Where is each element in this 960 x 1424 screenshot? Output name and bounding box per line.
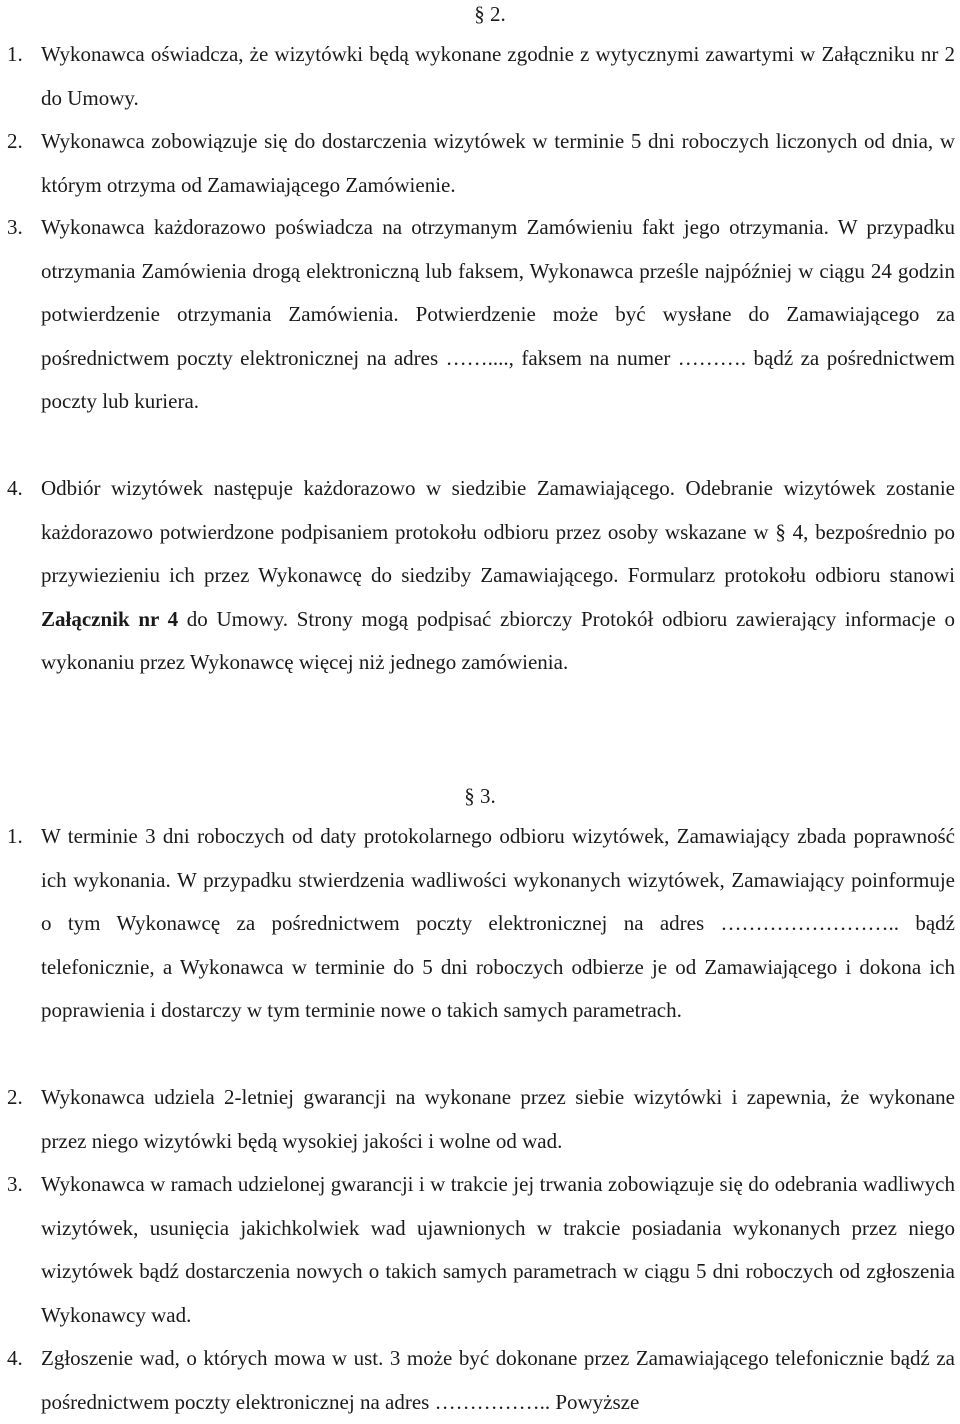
item-number: 2. xyxy=(7,129,23,153)
item-number: 1. xyxy=(7,42,23,66)
item-number: 3. xyxy=(7,1172,23,1196)
item-text xyxy=(41,467,955,685)
item-text: Wykonawca w ramach udzielonej gwarancji i w trakcie jej trwania zobowiązuje się do odebrania wadliwych wizytówek, usunięcia jakichkolwiek wad ujawnionych w trakcie posiadania wykonanych przez niego wizytówek bądź dostarczenia nowych o takich samych parametrach w ciągu 5 dni roboczych od zgłoszenia Wykonawcy wad. xyxy=(41,1172,955,1327)
item-number: 3. xyxy=(7,215,23,239)
item-text: Wykonawca udziela 2-letniej gwarancji na wykonane przez siebie wizytówki i zapewnia, że wykonane przez niego wizytówki będą wysokiej jakości i wolne od wad. xyxy=(41,1085,955,1153)
item-number: 4. xyxy=(7,476,23,500)
item-number: 2. xyxy=(7,1085,23,1109)
section-3-heading: § 3. xyxy=(464,784,496,808)
item-number: 4. xyxy=(7,1346,23,1370)
item-text: W terminie 3 dni roboczych od daty protokolarnego odbioru wizytówek, Zamawiający zbada poprawność ich wykonania. W przypadku stwierdzenia wadliwości wykonanych wizytówek, Zamawiający poinformuje o tym Wykonawcę za pośrednictwem poczty elektronicznej na adres …………………….. bądź telefonicznie, a Wykonawca w terminie do 5 dni roboczych odbierze je od Zamawiającego i dokona ich poprawienia i dostarczy w tym terminie nowe o takich samych parametrach. xyxy=(41,824,955,1022)
item-text: Zgłoszenie wad, o których mowa w ust. 3 może być dokonane przez Zamawiającego telefonicznie bądź za pośrednictwem poczty elektronicznej na adres …………….. Powyższe xyxy=(41,1346,955,1414)
section-3-item-1 xyxy=(0,815,955,1033)
section-3-item-3 xyxy=(0,1163,955,1337)
section-3-item-4 xyxy=(0,1337,955,1424)
item-text: Wykonawca zobowiązuje się do dostarczenia wizytówek w terminie 5 dni roboczych liczonych od dnia, w którym otrzyma od Zamawiającego Zamówienie. xyxy=(41,129,955,197)
attachment-reference: Załącznik nr 4 xyxy=(41,606,179,631)
section-2-item-3 xyxy=(0,206,955,424)
item-text: Wykonawca każdorazowo poświadcza na otrzymanym Zamówieniu fakt jego otrzymania. W przypadku otrzymania Zamówienia drogą elektroniczną lub faksem, Wykonawca prześle najpóźniej w ciągu 24 godzin potwierdzenie otrzymania Zamówienia. Potwierdzenie może być wysłane do Zamawiającego za pośrednictwem poczty elektronicznej na adres ……...., faksem na numer ………. bądź za pośrednictwem poczty lub kuriera. xyxy=(41,215,955,413)
section-2-item-4 xyxy=(0,467,955,685)
item-text-part: do Umowy. Strony mogą podpisać zbiorczy Protokół odbioru zawierający informacje o wykonaniu przez Wykonawcę więcej niż jednego zamówienia. xyxy=(41,606,956,674)
section-2-item-2 xyxy=(0,120,955,207)
section-2-item-1 xyxy=(0,33,955,120)
item-text-part: Odbiór wizytówek następuje każdorazowo w siedzibie Zamawiającego. Odebranie wizytówek zostanie każdorazowo potwierdzone podpisaniem protokołu odbioru przez osoby wskazane w § 4, bezpośrednio po przywiezieniu ich przez Wykonawcę do siedziby Zamawiającego. Formularz protokołu odbioru stanowi xyxy=(41,476,955,587)
item-number: 1. xyxy=(7,824,23,848)
item-text: Wykonawca oświadcza, że wizytówki będą wykonane zgodnie z wytycznymi zawartymi w Załączniku nr 2 do Umowy. xyxy=(41,42,955,110)
section-2-heading: § 2. xyxy=(474,2,506,26)
section-3-item-2 xyxy=(0,1076,955,1163)
